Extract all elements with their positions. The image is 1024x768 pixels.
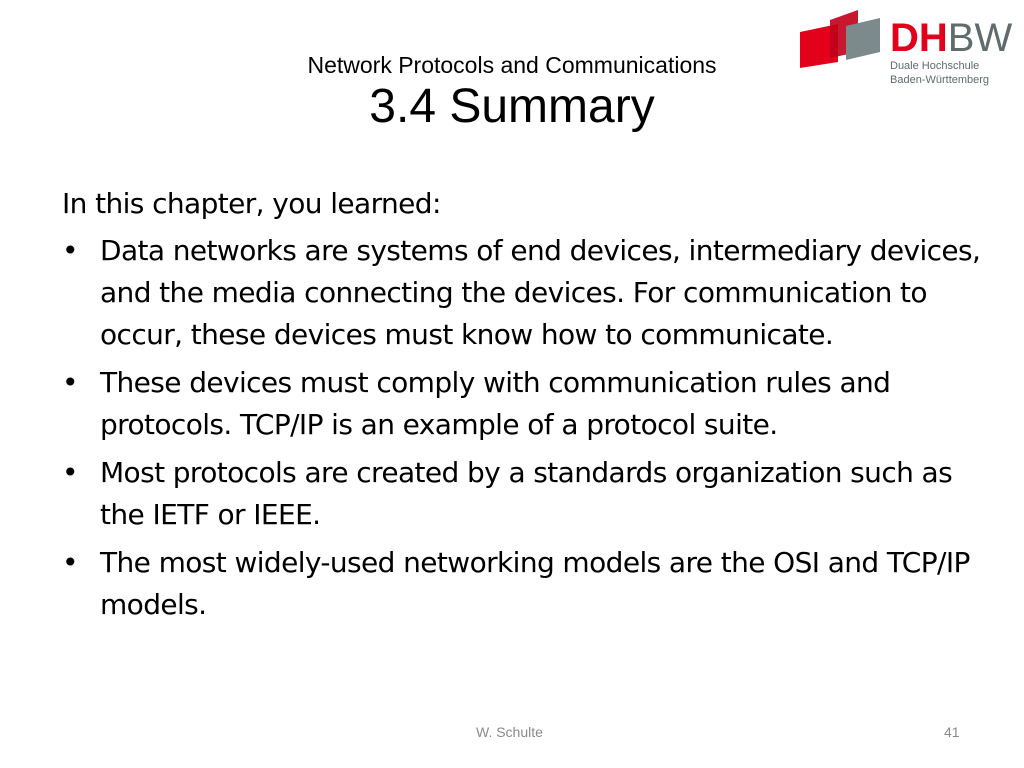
bullet-text: Most protocols are created by a standards organization such as the IETF or IEEE.	[100, 456, 953, 531]
bullet-icon: •	[62, 234, 78, 267]
page-number: 41	[944, 724, 960, 740]
bullet-item	[62, 452, 982, 536]
footer-author: W. Schulte	[476, 724, 543, 740]
bullet-text: These devices must comply with communication rules and protocols. TCP/IP is an example of a protocol suite.	[100, 366, 891, 441]
logo-word-dh: DH	[890, 16, 948, 60]
bullet-icon: •	[62, 456, 78, 489]
logo-subtitle-line2: Baden-Württemberg	[890, 74, 990, 86]
bullet-list	[62, 230, 982, 626]
bullet-icon: •	[62, 366, 78, 399]
bullet-icon: •	[62, 546, 78, 579]
title-block	[0, 50, 1024, 134]
bullet-item	[62, 362, 982, 446]
bullet-text: The most widely-used networking models are the OSI and TCP/IP models.	[100, 546, 970, 621]
intro-text: In this chapter, you learned:	[62, 187, 441, 220]
logo-word-bw: BW	[947, 16, 1013, 60]
bullet-item	[62, 542, 982, 626]
bullet-item	[62, 230, 982, 356]
slide-title: 3.4 Summary	[369, 80, 655, 133]
slide-subtitle: Network Protocols and Communications	[307, 52, 717, 78]
slide-body	[62, 184, 982, 632]
logo-subtitle-line1: Duale Hochschule	[890, 60, 980, 72]
bullet-text: Data networks are systems of end devices, intermediary devices, and the media connecting the devices. For communication to occur, these devices must know how to communicate.	[100, 234, 981, 351]
